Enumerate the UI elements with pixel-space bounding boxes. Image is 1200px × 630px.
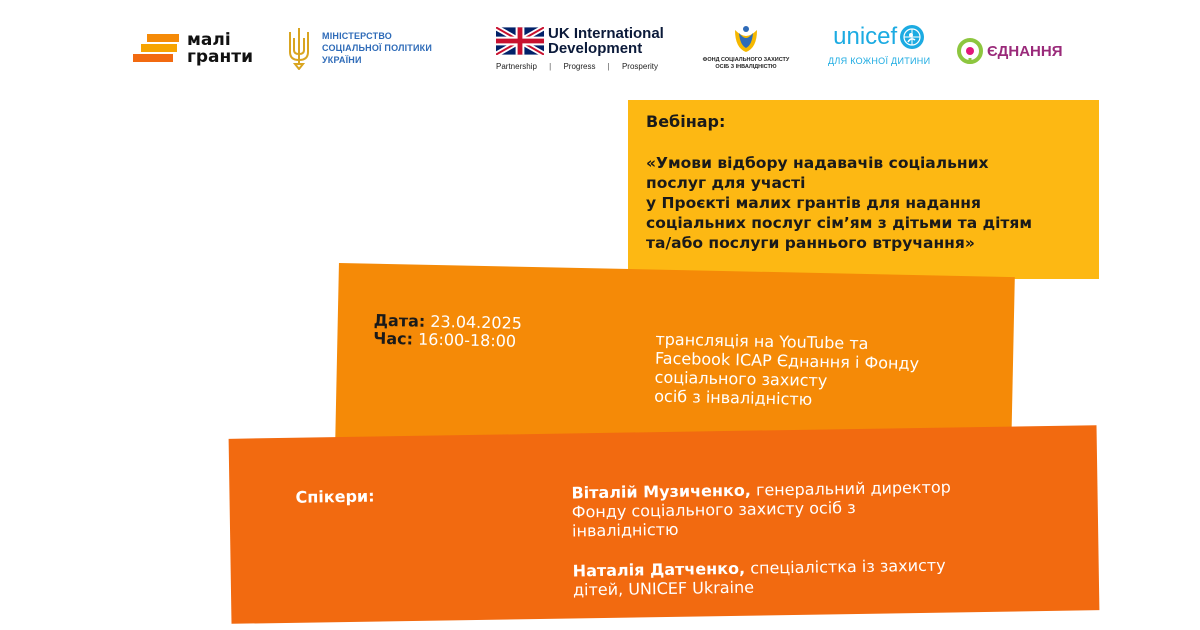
stream-line: трансляція на YouTube та — [655, 329, 869, 354]
webinar-label: Вебінар: — [646, 112, 726, 131]
fund-wordmark: ФОНД СОЦІАЛЬНОГО ЗАХИСТУ ОСІБ З ІНВАЛІДНІСТЮ — [702, 57, 790, 70]
ednannia-logo — [957, 38, 1062, 64]
date-time-block — [373, 312, 522, 351]
webinar-title-line: та/або послуги раннього втручання» — [646, 234, 975, 252]
speaker-name: Віталій Музиченко, — [571, 480, 752, 503]
webinar-title-line: «Умови відбору надавачів соціальних — [646, 154, 989, 172]
mali-granty-logo — [133, 32, 253, 66]
union-jack-flag-icon — [496, 27, 544, 55]
uk-international-development-logo — [496, 26, 664, 71]
ministry-logo — [286, 26, 432, 70]
mali-granty-bars-icon — [133, 32, 181, 66]
speaker-role: інвалідністю — [571, 519, 679, 541]
unicef-globe-icon — [899, 24, 925, 50]
trident-icon — [286, 26, 312, 70]
webinar-title — [646, 153, 1081, 253]
ednannia-flower-icon — [957, 38, 983, 64]
stream-line: Facebook ІСАР Єднання і Фонду — [654, 348, 920, 374]
disability-fund-logo — [692, 24, 800, 71]
webinar-panel — [628, 100, 1099, 279]
date-label: Дата: — [373, 310, 426, 331]
unicef-wordmark: unicef — [833, 23, 898, 50]
mali-granty-wordmark: малі гранти — [187, 30, 254, 67]
speaker-entry — [571, 477, 951, 540]
speaker-entry — [573, 556, 946, 600]
speaker-role: спеціалістка із захисту — [745, 555, 946, 578]
uk-wordmark: UK International Development — [548, 25, 664, 57]
fund-emblem-icon — [731, 24, 761, 54]
time-row — [373, 330, 522, 351]
webinar-title-line: послуг для участі — [646, 174, 806, 192]
date-value: 23.04.2025 — [430, 311, 523, 333]
speaker-role: дітей, UNICEF Ukraine — [572, 577, 755, 600]
speakers-label: Спікери: — [295, 486, 375, 507]
unicef-logo — [828, 24, 930, 66]
speakers-panel — [229, 425, 1100, 624]
time-label: Час: — [373, 328, 414, 349]
speaker-name: Наталія Датченко, — [572, 558, 746, 581]
stream-line: соціального захисту — [654, 367, 828, 391]
speaker-role: Фонду соціального захисту осіб з — [571, 497, 856, 522]
ednannia-wordmark: ЄДНАННЯ — [987, 42, 1063, 60]
uk-tagline: Partnership | Progress | Prosperity — [496, 62, 658, 71]
stream-info — [654, 330, 920, 412]
unicef-subtitle: ДЛЯ КОЖНОЇ ДИТИНИ — [828, 56, 931, 66]
time-value: 16:00-18:00 — [417, 329, 517, 351]
webinar-title-line: у Проєкті малих грантів для надання — [646, 194, 981, 212]
ministry-wordmark: МІНІСТЕРСТВО СОЦІАЛЬНОЇ ПОЛІТИКИ УКРАЇНИ — [322, 31, 433, 65]
stream-line: осіб з інвалідністю — [654, 386, 813, 409]
speaker-role: генеральний директор — [750, 477, 952, 500]
webinar-title-line: соціальних послуг сім’ям з дітьми та дітям — [646, 214, 1033, 232]
